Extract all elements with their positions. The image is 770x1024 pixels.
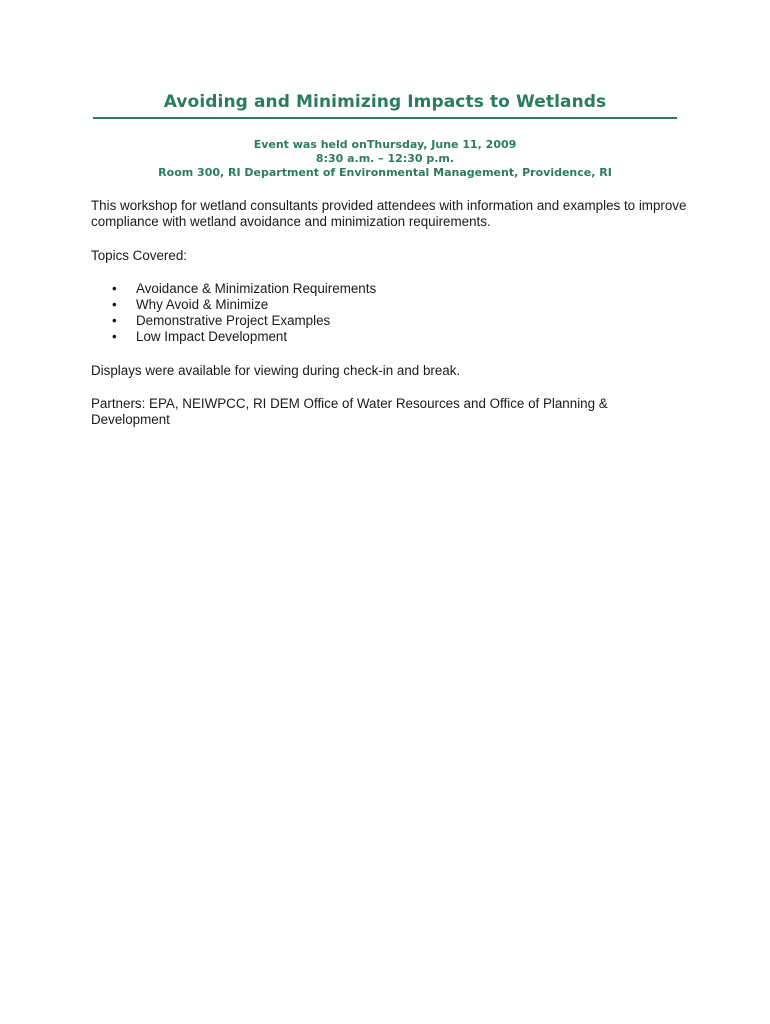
bullet-icon: •: [112, 297, 117, 312]
event-location: Room 300, RI Department of Environmental Management, Providence, RI: [158, 166, 612, 179]
event-details: [93, 138, 677, 180]
list-item: [91, 313, 376, 329]
title-divider: [93, 117, 677, 119]
bullet-icon: •: [112, 281, 117, 296]
topic-text: Low Impact Development: [136, 329, 288, 344]
bullet-icon: •: [112, 313, 117, 328]
event-time: 8:30 a.m. – 12:30 p.m.: [315, 152, 455, 165]
topics-label: Topics Covered:: [91, 248, 188, 263]
topic-text: Why Avoid & Minimize: [136, 297, 269, 312]
intro-paragraph: This workshop for wetland consultants provided attendees with information and examples to improve compliance with wetland avoidance and minimization requirements.: [91, 198, 687, 229]
page-title: Avoiding and Minimizing Impacts to Wetlands: [163, 92, 607, 112]
list-item: [91, 329, 376, 345]
topics-list: [91, 281, 376, 345]
partners-paragraph: Partners: EPA, NEIWPCC, RI DEM Office of Water Resources and Office of Planning & Development: [91, 396, 608, 427]
event-date: Event was held onThursday, June 11, 2009: [253, 138, 517, 151]
list-item: [91, 297, 376, 313]
topic-text: Demonstrative Project Examples: [136, 313, 331, 328]
bullet-icon: •: [112, 329, 117, 344]
list-item: [91, 281, 376, 297]
topic-text: Avoidance & Minimization Requirements: [136, 281, 377, 296]
displays-paragraph: Displays were available for viewing during check-in and break.: [91, 363, 461, 378]
